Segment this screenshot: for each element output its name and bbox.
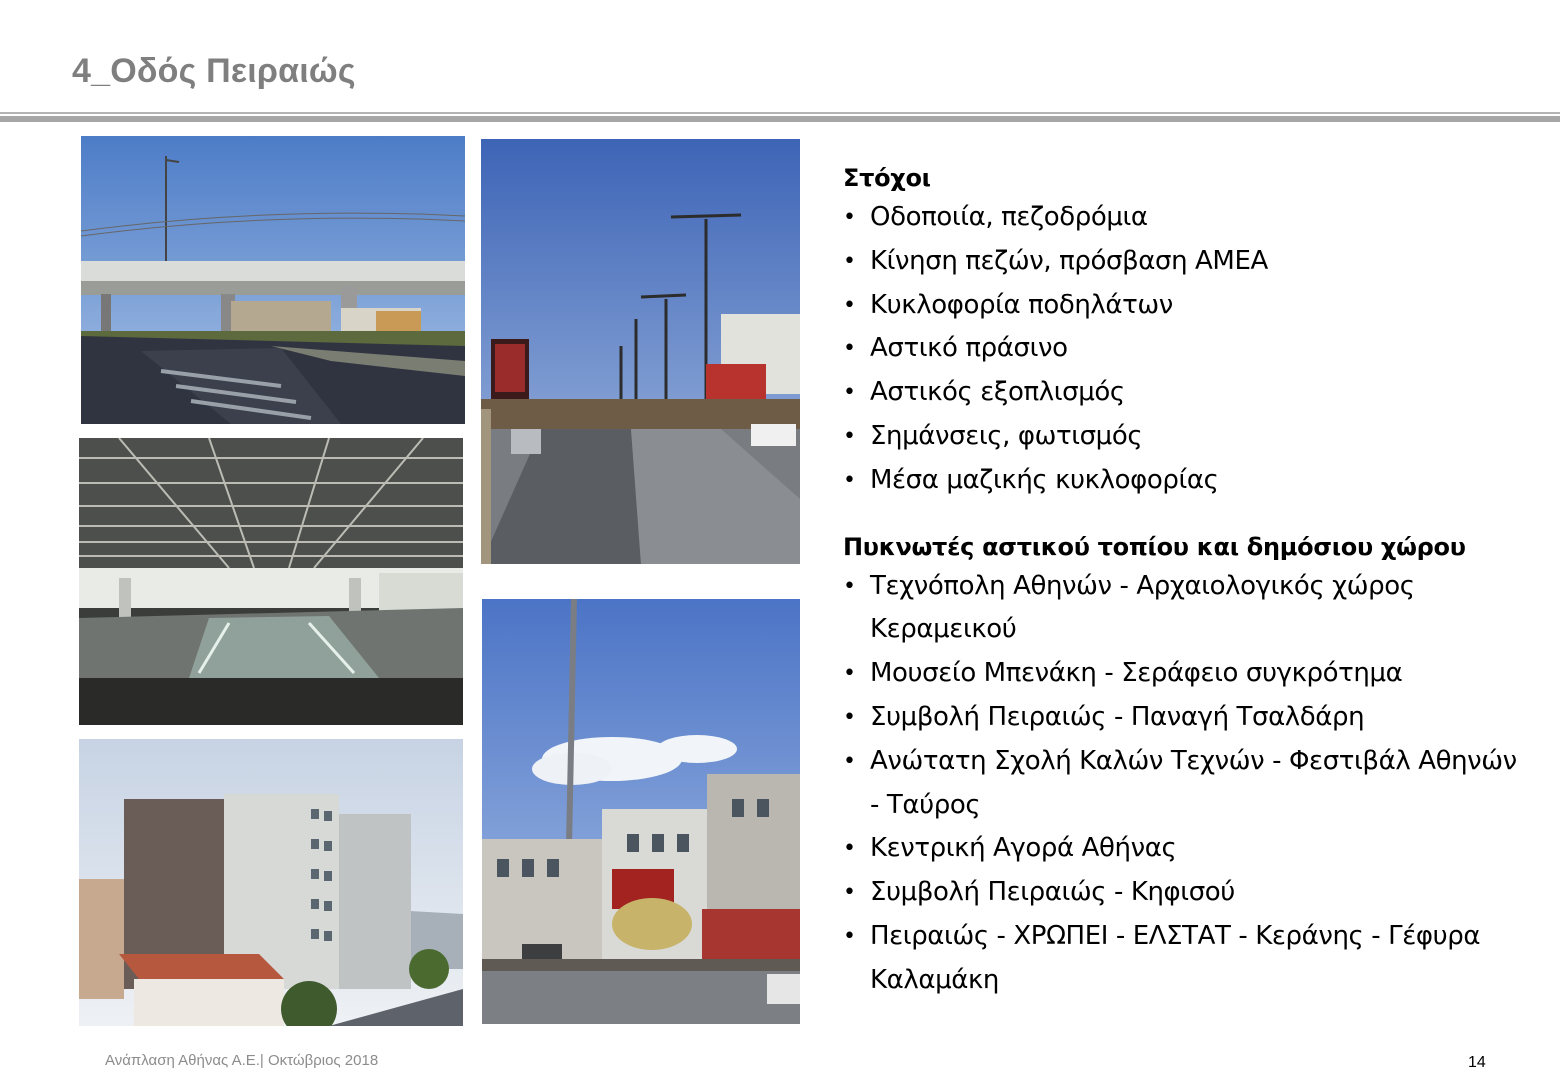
hubs-list-item: • Μουσείο Μπενάκη - Σεράφειο συγκρότημα [843, 658, 1403, 689]
page-number: 14 [1468, 1054, 1486, 1071]
photo-overpass-street [81, 136, 465, 424]
header-divider-thin [0, 112, 1560, 114]
footer-credit: Ανάπλαση Αθήνας Α.Ε.| Οκτώβριος 2018 [105, 1052, 379, 1069]
goals-list-item: • Κυκλοφορία ποδηλάτων [843, 289, 1173, 320]
goals-list-item: • Αστικός εξοπλισμός [843, 377, 1125, 408]
hubs-list-item: • Κεντρική Αγορά Αθήνας [843, 833, 1177, 864]
goals-list-item: • Μέσα μαζικής κυκλοφορίας [843, 464, 1219, 495]
hubs-list-item: • Συμβολή Πειραιώς - Παναγή Τσαλδάρη [843, 701, 1365, 732]
hubs-heading: Πυκνωτές αστικού τοπίου και δημόσιου χώρου [843, 532, 1466, 561]
hubs-list-item: • Ανώτατη Σχολή Καλών Τεχνών - Φεστιβάλ Αθηνών - Ταύρος [843, 745, 1517, 820]
text-column [843, 160, 1533, 1003]
goals-list-item: • Κίνηση πεζών, πρόσβαση ΑΜΕΑ [843, 245, 1268, 276]
photo-office-building [79, 739, 463, 1026]
goals-heading: Στόχοι [843, 164, 931, 192]
hubs-list-item: • Τεχνόπολη Αθηνών - Αρχαιολογικός χώρος Κεραμεικού [843, 570, 1415, 645]
goals-list-item: • Σημάνσεις, φωτισμός [843, 420, 1143, 451]
photo-street-trucks [482, 599, 800, 1024]
photo-under-bridge [79, 438, 463, 725]
hubs-list [843, 565, 1533, 1003]
slide-title: 4_Οδός Πειραιώς [72, 52, 356, 90]
goals-list [843, 196, 1533, 503]
goals-list-item: • Οδοποιία, πεζοδρόμια [843, 202, 1148, 232]
header-divider-thick [0, 116, 1560, 122]
hubs-list-item: • Συμβολή Πειραιώς - Κηφισού [843, 877, 1235, 908]
goals-list-item: • Αστικό πράσινο [843, 333, 1068, 364]
photo-street-lamps [481, 139, 800, 564]
hubs-list-item: • Πειραιώς - ΧΡΩΠΕΙ - ΕΛΣΤΑΤ - Κεράνης - Γέφυρα Καλαμάκη [843, 920, 1481, 995]
